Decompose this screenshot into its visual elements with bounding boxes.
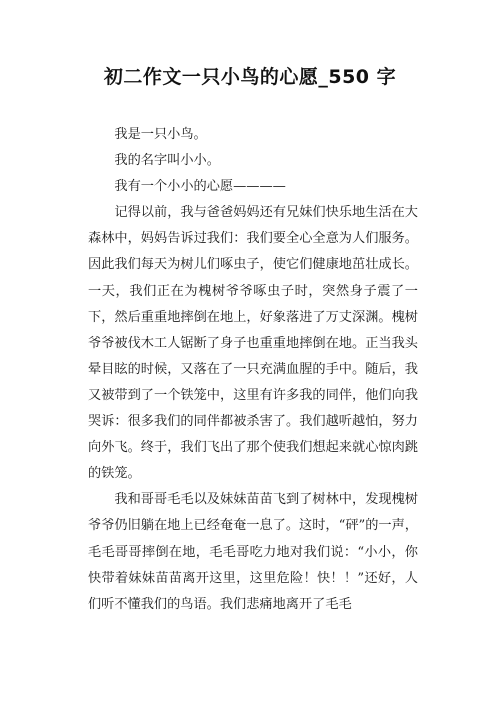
paragraph: 记得以前，我与爸爸妈妈还有兄妹们快乐地生活在大森林中，妈妈告诉过我们：我们要全心全意为人们服务。因此我们每天为树儿们啄虫子，使它们健康地茁壮成长。一天，我们正在为槐树爷爷啄虫子时，突然身子震了一下，然后重重地摔倒在地上，好象落进了万丈深渊。槐树爷爷被伐木工人锯断了身子也重重地摔倒在地。正当我头晕目眩的时候，又落在了一只充满血腥的手中。随后，我又被带到了一个铁笼中，这里有许多我的同伴，他们向我哭诉：很多我们的同伴都被杀害了。我们越听越怕，努力向外飞。终于，我们飞出了那个使我们想起来就心惊肉跳的铁笼。 — [88, 205, 418, 482]
document-title: 初二作文一只小鸟的心愿_550 字 — [103, 66, 397, 88]
paragraph: 我有一个小小的心愿———— — [114, 179, 286, 195]
paragraph: 我和哥哥毛毛以及妹妹苗苗飞到了树林中，发现槐树爷爷仍旧躺在地上已经奄奄一息了。这时，“砰”的一声，毛毛哥哥摔倒在地，毛毛哥吃力地对我们说：“小小，你快带着妹妹苗苗离开这里，这里危险！快！！”还好，人们听不懂我们的鸟语。我们悲痛地离开了毛毛 — [88, 492, 418, 612]
document-body — [88, 122, 418, 618]
paragraph: 我的名字叫小小。 — [114, 153, 220, 169]
paragraph: 我是一只小鸟。 — [114, 127, 207, 142]
